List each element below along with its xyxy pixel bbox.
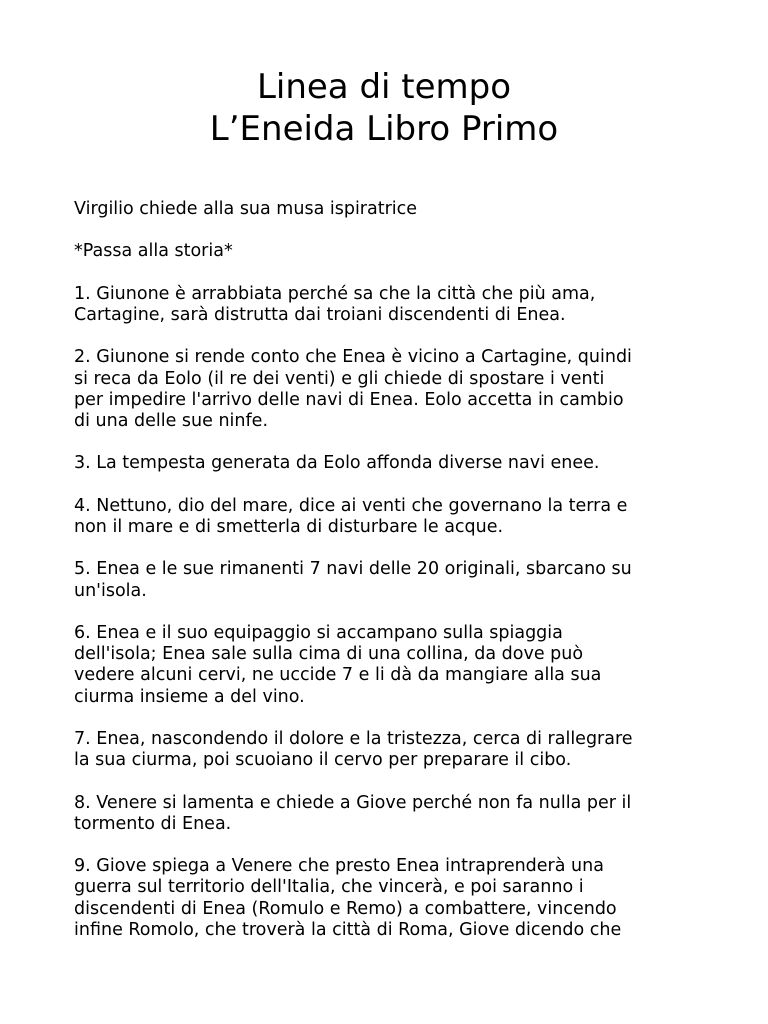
title-line-1: Linea di tempo	[256, 67, 512, 107]
timeline-item-6: 6. Enea e il suo equipaggio si accampano sulla spiaggia dell'isola; Enea sale sulla cima di una collina, da dove può vedere alcuni cervi, ne uccide 7 e li dà da mangiare alla sua ciurma insieme a del vino.	[74, 622, 602, 707]
story-marker: *Passa alla storia*	[74, 241, 233, 262]
timeline-item-9: 9. Giove spiega a Venere che presto Enea intraprenderà una guerra sul territorio dell'Italia, che vincerà, e poi saranno i discendenti di Enea (Romulo e Remo) a combattere, vincendo infine Romolo, che troverà la città di Roma, Giove dicendo che	[74, 856, 622, 940]
timeline-item-5: 5. Enea e le sue rimanenti 7 navi delle 20 originali, sbarcano su un'isola.	[74, 559, 632, 601]
intro-paragraph: Virgilio chiede alla sua musa ispiratrice	[74, 199, 418, 219]
timeline-item-3: 3. La tempesta generata da Eolo affonda diverse navi enee.	[74, 453, 600, 474]
title-line-2: L’Eneida Libro Primo	[209, 109, 559, 149]
document-body	[74, 199, 704, 962]
timeline-item-4: 4. Nettuno, dio del mare, dice ai venti che governano la terra e non il mare e di smetterla di disturbare le acque.	[74, 495, 628, 537]
timeline-item-1: 1. Giunone è arrabbiata perché sa che la città che più ama, Cartagine, sarà distrutta dai troiani discendenti di Enea.	[74, 283, 596, 325]
document-title	[0, 66, 768, 150]
timeline-item-2: 2. Giunone si rende conto che Enea è vicino a Cartagine, quindi si reca da Eolo (il re dei venti) e gli chiede di spostare i venti per impedire l'arrivo delle navi di Enea. Eolo accetta in cambio di una delle sue ninfe.	[74, 347, 632, 431]
timeline-item-7: 7. Enea, nascondendo il dolore e la tristezza, cerca di rallegrare la sua ciurma, poi scuoiano il cervo per preparare il cibo.	[74, 728, 633, 771]
timeline-item-8: 8. Venere si lamenta e chiede a Giove perché non fa nulla per il tormento di Enea.	[74, 792, 632, 834]
